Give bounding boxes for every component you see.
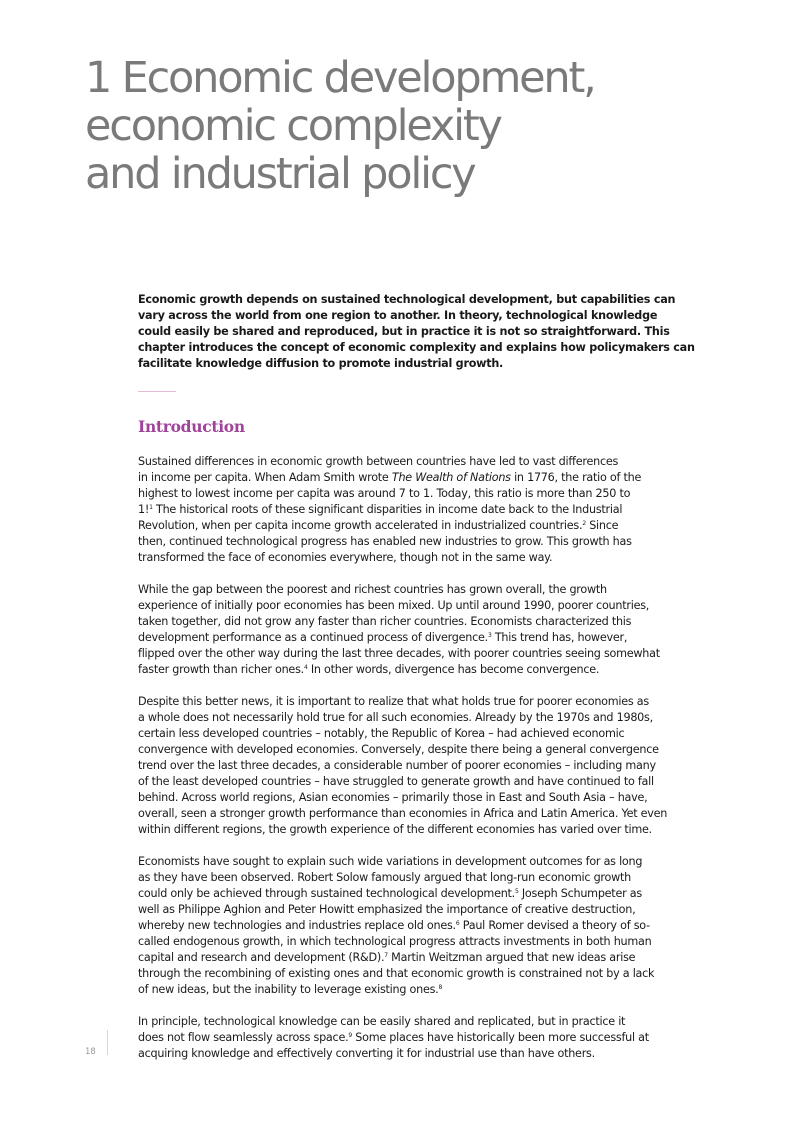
section-divider xyxy=(138,391,176,392)
text-line xyxy=(138,502,658,518)
abstract-line: vary across the world from one region to another. In theory, technological knowledge xyxy=(138,309,658,322)
text-line: overall, seen a stronger growth performance than economies in Africa and Latin America. Yet even xyxy=(138,807,668,820)
text-line: then, continued technological progress has enabled new industries to grow. This growth has xyxy=(138,535,632,548)
page-number: 18 xyxy=(85,1047,96,1057)
text-line: a whole does not necessarily hold true for all such economies. Already by the 1970s and 1980s, xyxy=(138,711,653,724)
text-line: Economists have sought to explain such wide variations in development outcomes for as long xyxy=(138,855,643,868)
text-line: convergence with developed economies. Conversely, despite there being a general convergence xyxy=(138,743,659,756)
text-run: Since xyxy=(585,519,619,532)
text-run: Revolution, when per capita income growth accelerated in industrialized countries. xyxy=(138,519,583,532)
book-title: The Wealth of Nations xyxy=(391,471,511,484)
text-line: within different regions, the growth experience of the different economies has varied over time. xyxy=(138,823,652,836)
text-line: through the recombining of existing ones and that economic growth is constrained not by a lack xyxy=(138,967,655,980)
footnote-marker: 3 xyxy=(487,632,492,639)
text-run: Joseph Schumpeter as xyxy=(518,887,642,900)
footnote-marker: 9 xyxy=(348,1032,352,1039)
footnote-marker: 7 xyxy=(384,952,388,959)
text-run: could only be achieved through sustained technological development. xyxy=(138,887,515,900)
text-run: 1! xyxy=(138,503,150,516)
text-line: transformed the face of economies everywhere, though not in the same way. xyxy=(138,551,553,564)
text-line: Sustained differences in economic growth between countries have led to vast differences xyxy=(138,455,619,468)
text-run: Paul Romer devised a theory of so- xyxy=(459,919,650,932)
text-run: of new ideas, but the inability to leverage existing ones. xyxy=(138,983,439,996)
paragraph-5 xyxy=(138,1014,658,1062)
text-line: called endogenous growth, in which technological progress attracts investments in both human xyxy=(138,935,652,948)
text-line xyxy=(138,886,658,902)
abstract-line: Economic growth depends on sustained technological development, but capabilities can xyxy=(138,293,676,306)
footer-divider xyxy=(107,1030,108,1055)
text-line: certain less developed countries – notably, the Republic of Korea – had achieved economic xyxy=(138,727,625,740)
chapter-title xyxy=(85,54,725,198)
paragraph-2 xyxy=(138,582,658,678)
text-run: Some places have historically been more successful at xyxy=(351,1031,649,1044)
abstract-line: could easily be shared and reproduced, but in practice it is not so straightforward. This xyxy=(138,325,670,338)
footnote-marker: 6 xyxy=(455,920,460,927)
text-line xyxy=(138,630,658,646)
paragraph-4 xyxy=(138,854,658,998)
footnote-marker: 2 xyxy=(582,520,586,527)
text-run: This trend has, however, xyxy=(491,631,628,644)
chapter-title-line: and industrial policy xyxy=(85,149,475,199)
text-line: as they have been observed. Robert Solow famously argued that long-run economic growth xyxy=(138,871,631,884)
paragraph-1 xyxy=(138,454,658,566)
footnote-marker: 4 xyxy=(303,664,308,671)
text-line: highest to lowest income per capita was around 7 to 1. Today, this ratio is more than 250 to xyxy=(138,487,631,500)
text-run: in 1776, the ratio of the xyxy=(510,471,642,484)
paragraph-3 xyxy=(138,694,668,838)
chapter-title-line: 1 Economic development, xyxy=(85,53,595,103)
text-run: whereby new technologies and industries replace old ones. xyxy=(138,919,456,932)
text-line: trend over the last three decades, a considerable number of poorer economies – including many xyxy=(138,759,656,772)
text-line xyxy=(138,1030,658,1046)
footnote-marker: 1 xyxy=(149,504,153,511)
text-line: acquiring knowledge and effectively converting it for industrial use than have others. xyxy=(138,1047,595,1060)
text-line xyxy=(138,918,658,934)
abstract-line: facilitate knowledge diffusion to promote industrial growth. xyxy=(138,357,504,370)
text-line: In principle, technological knowledge can be easily shared and replicated, but in practice it xyxy=(138,1015,626,1028)
text-line: behind. Across world regions, Asian economies – primarily those in East and South Asia – have, xyxy=(138,791,648,804)
section-heading: Introduction xyxy=(138,417,245,436)
chapter-title-line: economic complexity xyxy=(85,101,501,151)
text-run: does not flow seamlessly across space. xyxy=(138,1031,349,1044)
text-line: taken together, did not grow any faster than richer countries. Economists characterized this xyxy=(138,615,632,628)
text-run: development performance as a continued process of divergence. xyxy=(138,631,488,644)
footnote-marker: 8 xyxy=(438,984,443,991)
text-line: Despite this better news, it is important to realize that what holds true for poorer economies as xyxy=(138,695,649,708)
text-run: In other words, divergence has become convergence. xyxy=(307,663,600,676)
chapter-abstract xyxy=(138,292,695,372)
abstract-line: chapter introduces the concept of economic complexity and explains how policymakers can xyxy=(138,341,695,354)
chapter-body xyxy=(138,292,695,1078)
text-line xyxy=(138,662,658,678)
text-line xyxy=(138,470,658,486)
text-line: While the gap between the poorest and richest countries has grown overall, the growth xyxy=(138,583,607,596)
text-run: The historical roots of these significant disparities in income date back to the Industrial xyxy=(152,503,623,516)
text-line: flipped over the other way during the last three decades, with poorer countries seeing somewhat xyxy=(138,647,660,660)
text-run: in income per capita. When Adam Smith wrote xyxy=(138,471,392,484)
text-line xyxy=(138,518,658,534)
text-line: experience of initially poor economies has been mixed. Up until around 1990, poorer countries, xyxy=(138,599,650,612)
text-line: of the least developed countries – have struggled to generate growth and have continued to fall xyxy=(138,775,654,788)
text-run: Martin Weitzman argued that new ideas arise xyxy=(387,951,636,964)
text-run: capital and research and development (R&D). xyxy=(138,951,385,964)
text-line: well as Philippe Aghion and Peter Howitt emphasized the importance of creative destruction, xyxy=(138,903,636,916)
footnote-marker: 5 xyxy=(515,888,519,895)
text-run: faster growth than richer ones. xyxy=(138,663,304,676)
text-line xyxy=(138,950,658,966)
text-line xyxy=(138,982,658,998)
